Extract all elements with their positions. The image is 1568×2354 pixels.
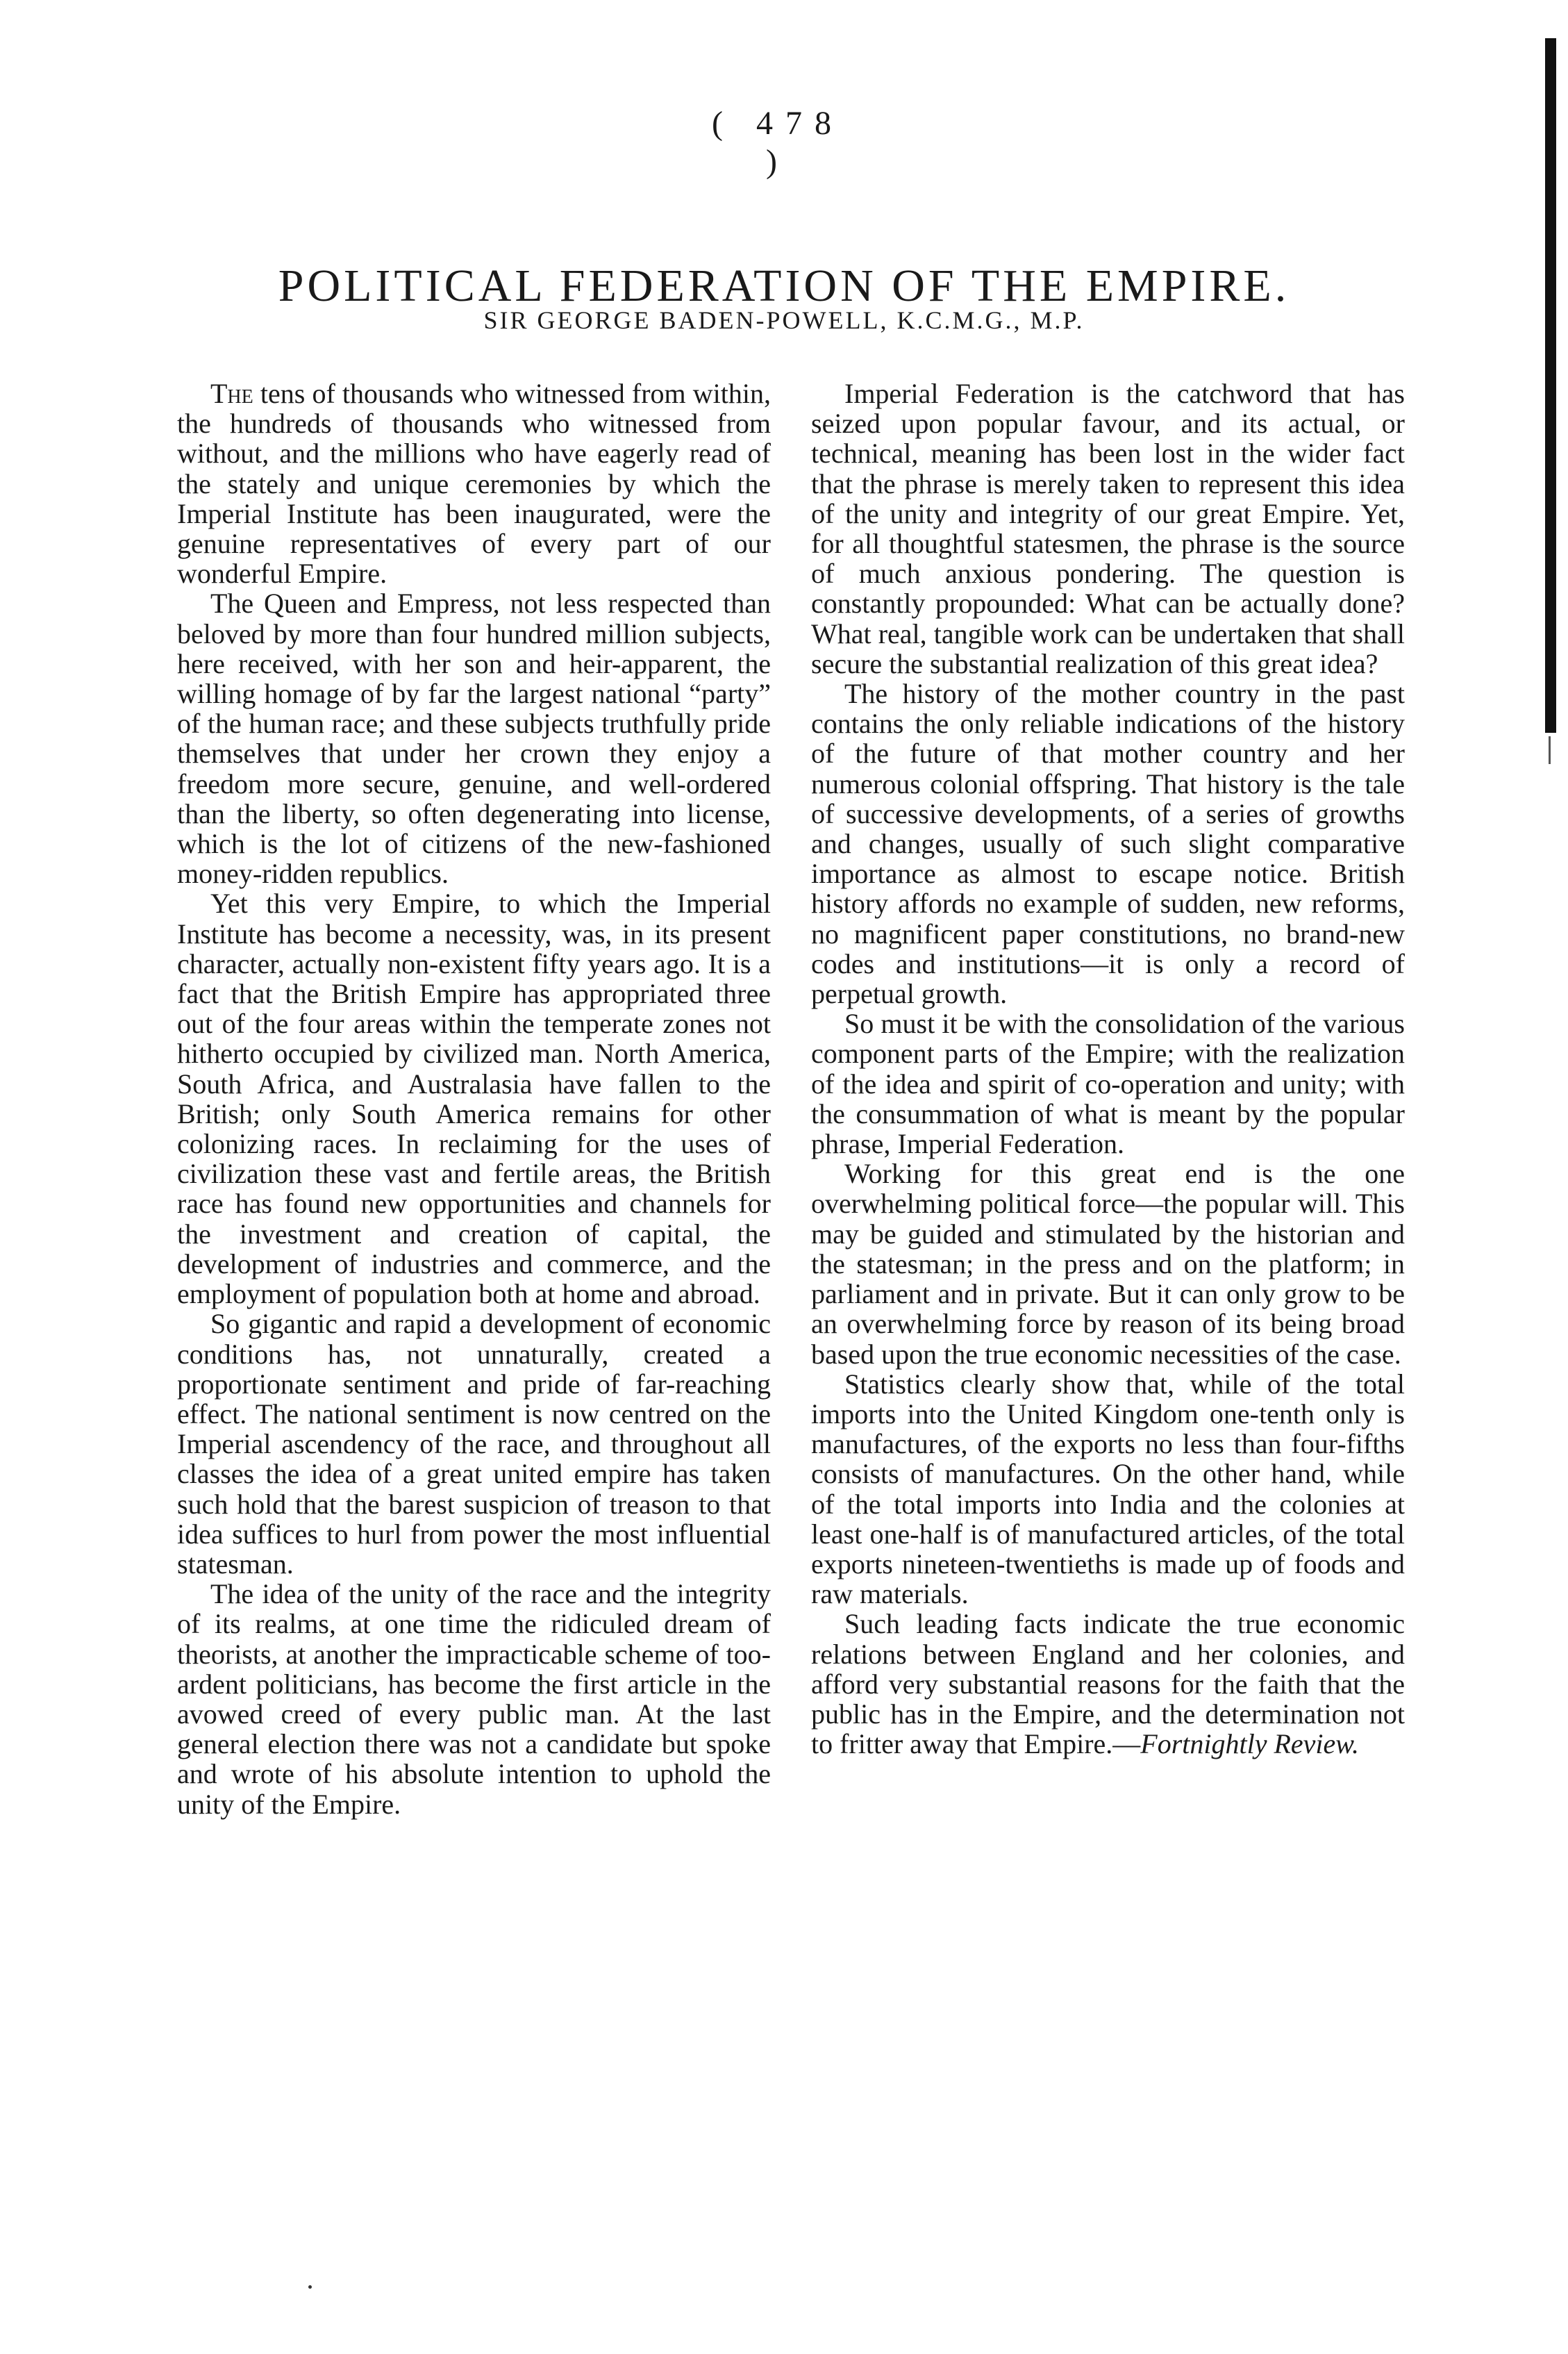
page-number: ( 478 ) [712,105,844,180]
source-citation: Fortnightly Review. [1140,1728,1360,1760]
paragraph-text: Such leading facts indicate the true economic relations between England and her colonies, and afford very substantial reasons for the faith that the public has in the Empire, and the determination not to fritter away that Empire.— [811,1608,1405,1760]
scan-dot [308,2285,312,2289]
left-column [177,379,771,1819]
drop-lead-word: The [210,378,253,409]
scan-margin-bar [1545,38,1556,733]
paragraph: The idea of the unity of the race and the integrity of its realms, at one time the ridiculed dream of theorists, at another the impracticable scheme of too-ardent politicians, has become the first article in the avowed creed of every public man. At the last general election there was not a candidate but spoke and wrote of his absolute intention to uphold the unity of the Empire. [177,1578,771,1820]
paragraph: Statistics clearly show that, while of the total imports into the United Kingdom one-tenth only is manufactures, of the exports no less than four-fifths consists of manufactures. On the other hand, while of the total imports into India and the colonies at least one-half is of manufactured articles, of the total exports nineteen-twentieths is made up of foods and raw materials. [811,1368,1405,1610]
paragraph: Working for this great end is the one overwhelming political force—the popular will. This may be guided and stimulated by the historian and the statesman; in the press and on the platform; in parliament and in private. But it can only grow to be an overwhelming force by reason of its being broad based upon the true economic necessities of the case. [811,1158,1405,1370]
scan-margin-tick [1549,736,1551,764]
paragraph: Yet this very Empire, to which the Imperial Institute has become a necessity, was, in its present character, actually non-existent fifty years ago. It is a fact that the British Empire has appropriated three out of the four areas within the temperate zones not hitherto occupied by civilized man. North America, South Africa, and Australasia have fallen to the British; only South America remains for other colonizing races. In reclaiming for the uses of civilization these vast and fertile areas, the British race has found new opportunities and channels for the investment and creation of capital, the development of industries and commerce, and the employment of population both at home and abroad. [177,888,771,1310]
paragraph: The Queen and Empress, not less respected than beloved by more than four hundred million subjects, here received, with her son and heir-apparent, the willing homage of by far the largest national “party” of the human race; and these subjects truthfully pride themselves that under her crown they enjoy a freedom more secure, genuine, and well-ordered than the liberty, so often degenerating into license, which is the lot of citizens of the new-fashioned money-ridden republics. [177,588,771,890]
paragraph-text: tens of thousands who witnessed from within, the hundreds of thousands who witnessed from without, and the millions who have eagerly read of the stately and unique ceremonies by which the Imperial Institute has been inaugurated, were the genuine representatives of every part of our wonderful Empire. [177,378,771,590]
paragraph: So gigantic and rapid a development of economic conditions has, not unnaturally, created a proportionate sentiment and pride of far-reaching effect. The national sentiment is now centred on the Imperial ascendency of the race, and throughout all classes the idea of a great united empire has taken such hold that the barest suspicion of treason to that idea suffices to hurl from power the most influential statesman. [177,1308,771,1580]
article-title: POLITICAL FEDERATION OF THE EMPIRE. [278,260,1290,312]
paragraph [177,379,771,588]
paragraph: Imperial Federation is the catchword that has seized upon popular favour, and its actual, or technical, meaning has been lost in the wider fact that the phrase is merely taken to represent this idea of the unity and integrity of our great Empire. Yet, for all thoughtful statesmen, the phrase is the source of much anxious pondering. The question is constantly propounded: What can be actually done? What real, tangible work can be undertaken that shall secure the substantial realization of this great idea? [811,378,1405,679]
article-author: SIR GEORGE BADEN-POWELL, K.C.M.G., M.P. [483,306,1085,334]
paragraph: The history of the mother country in the past contains the only reliable indications of the history of the future of that mother country and her numerous colonial offspring. That history is the tale of successive developments, of a series of growths and changes, usually of such slight comparative importance as almost to escape notice. British history affords no example of sudden, new reforms, no magnificent paper constitutions, no brand-new codes and institutions—it is only a record of perpetual growth. [811,678,1405,1010]
paragraph: So must it be with the consolidation of the various component parts of the Empire; with the realization of the idea and spirit of co-operation and unity; with the consummation of what is meant by the popular phrase, Imperial Federation. [811,1008,1405,1160]
paragraph [811,1609,1405,1759]
right-column [811,379,1405,1759]
